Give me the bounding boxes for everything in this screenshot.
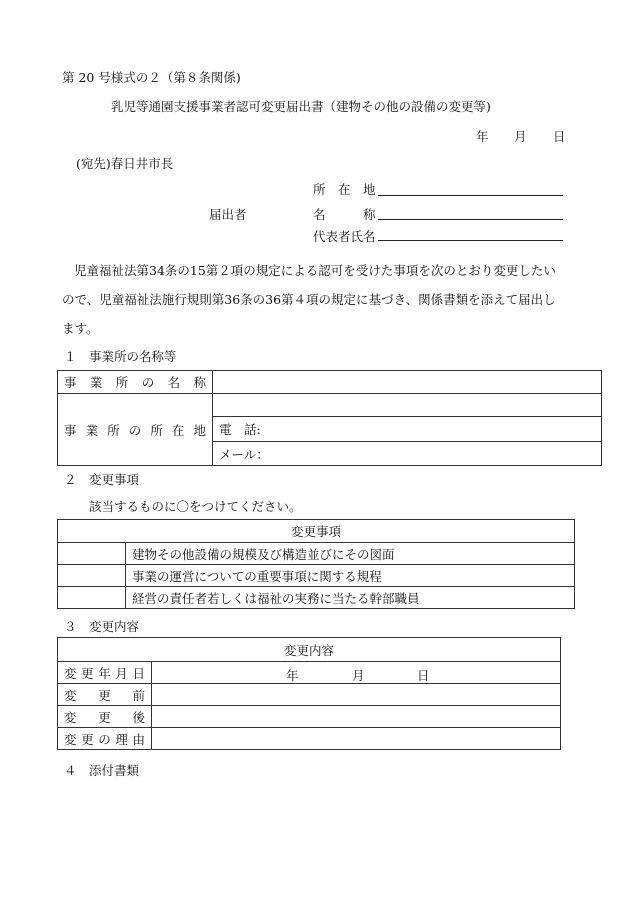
section3-heading: ３ 変更内容 [64, 619, 140, 634]
before-change-label: 変 更 前 [58, 684, 152, 706]
representative-line [378, 240, 563, 241]
date-day-label: 日 [553, 129, 566, 144]
change-items-header: 変更事項 [58, 520, 575, 543]
addressee: (宛先)春日井市長 [76, 156, 174, 171]
body-paragraph: 児童福祉法第34条の15第２項の規定による認可を受けた事項を次のとおり変更したいので、児童福祉法施行規則第36条の36第４項の規定に基づき、関係書類を添えて届出します。 [62, 263, 556, 336]
change-item-mark-cell[interactable] [58, 543, 126, 565]
email-label: メール： [219, 446, 269, 462]
applicant-label: 届出者 [209, 207, 247, 222]
change-item: 事業の運営についての重要事項に関する規程 [126, 565, 575, 587]
change-details-header: 変更内容 [58, 638, 561, 662]
form-number: 第 20 号様式の２（第８条関係) [62, 70, 241, 85]
after-change-cell[interactable] [152, 706, 561, 728]
address-line [378, 195, 563, 196]
date-month-label: 月 [514, 129, 527, 144]
facility-location-label: 事業所の所在地 [58, 394, 213, 466]
change-reason-cell[interactable] [152, 728, 561, 750]
name-label: 名 称 [313, 207, 376, 222]
after-change-label: 変 更 後 [58, 706, 152, 728]
address-label: 所 在 地 [313, 182, 376, 197]
change-item: 建物その他設備の規模及び構造並びにその図面 [126, 543, 575, 565]
change-date-day: 日 [417, 668, 430, 683]
representative-label: 代表者氏名 [313, 229, 376, 244]
phone-cell[interactable] [213, 417, 602, 442]
section4-heading: ４ 添付書類 [64, 763, 140, 778]
change-reason-label: 変更の理由 [58, 728, 152, 750]
change-date-year: 年 [286, 668, 299, 683]
date-year-label: 年 [476, 129, 489, 144]
facility-name-label: 事業所の名称 [58, 371, 213, 394]
section2-heading: ２ 変更事項 [64, 472, 140, 487]
change-date-month: 月 [352, 668, 365, 683]
phone-label: 電 話: [219, 422, 261, 437]
facility-table [57, 370, 602, 466]
change-details-table [57, 637, 561, 750]
document-title: 乳児等通園支援事業者認可変更届出書（建物その他の設備の変更等) [111, 99, 491, 114]
name-line [378, 219, 563, 220]
change-item: 経営の責任者若しくは福祉の実務に当たる幹部職員 [126, 587, 575, 609]
section2-instruction: 該当するものに〇をつけてください。 [89, 499, 302, 514]
change-item-mark-cell[interactable] [58, 565, 126, 587]
change-items-table [57, 519, 575, 609]
change-item-mark-cell[interactable] [58, 587, 126, 609]
email-cell[interactable] [213, 442, 602, 466]
before-change-cell[interactable] [152, 684, 561, 706]
change-date-label: 変更年月日 [58, 662, 152, 684]
facility-name-cell[interactable] [213, 371, 602, 394]
section1-heading: １ 事業所の名称等 [64, 349, 177, 364]
change-date-cell[interactable] [152, 662, 561, 684]
facility-location-cell[interactable] [213, 394, 602, 417]
